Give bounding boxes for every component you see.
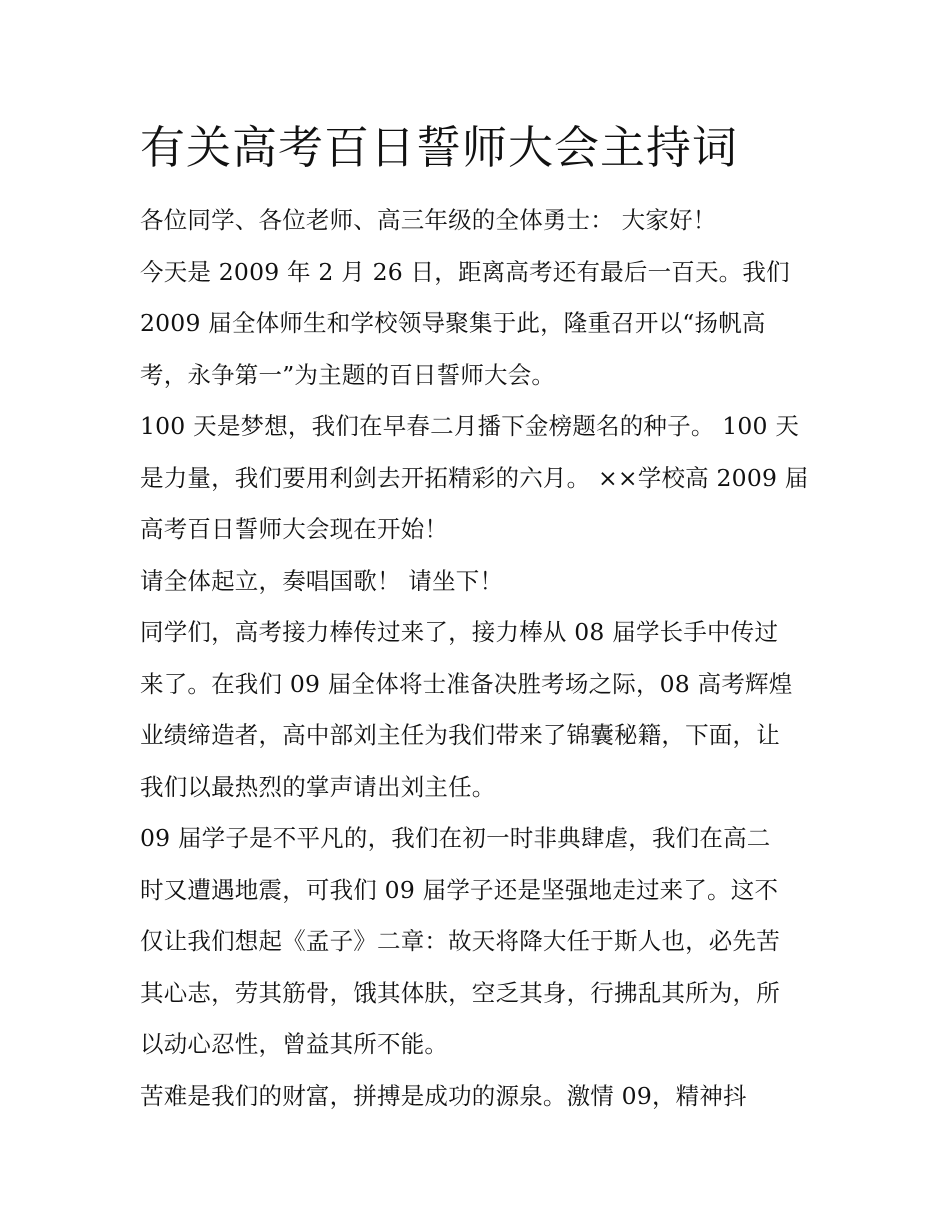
document-title: 有关高考百日誓师大会主持词 (140, 121, 739, 174)
body-line: 2009 届全体师生和学校领导聚集于此，隆重召开以“扬帆高 (140, 309, 766, 337)
body-line: 各位同学、各位老师、高三年级的全体勇士： 大家好！ (140, 206, 717, 234)
body-line: 时又遭遇地震，可我们 09 届学子还是坚强地走过来了。这不 (140, 875, 779, 904)
body-line: 仅让我们想起《孟子》二章：故天将降大任于斯人也，必先苦 (140, 927, 780, 955)
body-line: 其心志，劳其筋骨，饿其体肤，空乏其身，行拂乱其所为，所 (140, 978, 780, 1007)
body-line: 09 届学子是不平凡的，我们在初一时非典肆虐，我们在高二 (140, 824, 771, 852)
body-line: 同学们，高考接力棒传过来了，接力棒从 08 届学长手中传过 (140, 618, 779, 646)
body-line: 100 天是梦想，我们在早春二月播下金榜题名的种子。 100 天 (140, 412, 800, 440)
body-line: 今天是 2009 年 2 月 26 日，距离高考还有最后一百天。我们 (140, 257, 790, 286)
body-line: 高考百日誓师大会现在开始！ (140, 515, 449, 543)
body-line: 来了。在我们 09 届全体将士准备决胜考场之际，08 高考辉煌 (140, 669, 793, 698)
body-line: 是力量，我们要用利剑去开拓精彩的六月。 ××学校高 2009 届 (140, 463, 809, 492)
body-line: 苦难是我们的财富，拼搏是成功的源泉。激情 09，精神抖 (140, 1081, 747, 1110)
body-line: 业绩缔造者，高中部刘主任为我们带来了锦囊秘籍，下面，让 (140, 721, 780, 749)
body-line: 以动心忍性，曾益其所不能。 (140, 1030, 449, 1058)
document-body (140, 195, 820, 1122)
body-line: 我们以最热烈的掌声请出刘主任。 (140, 772, 496, 801)
body-line: 考，永争第一”为主题的百日誓师大会。 (140, 360, 556, 389)
body-line: 请全体起立，奏唱国歌！ 请坐下！ (140, 566, 504, 595)
